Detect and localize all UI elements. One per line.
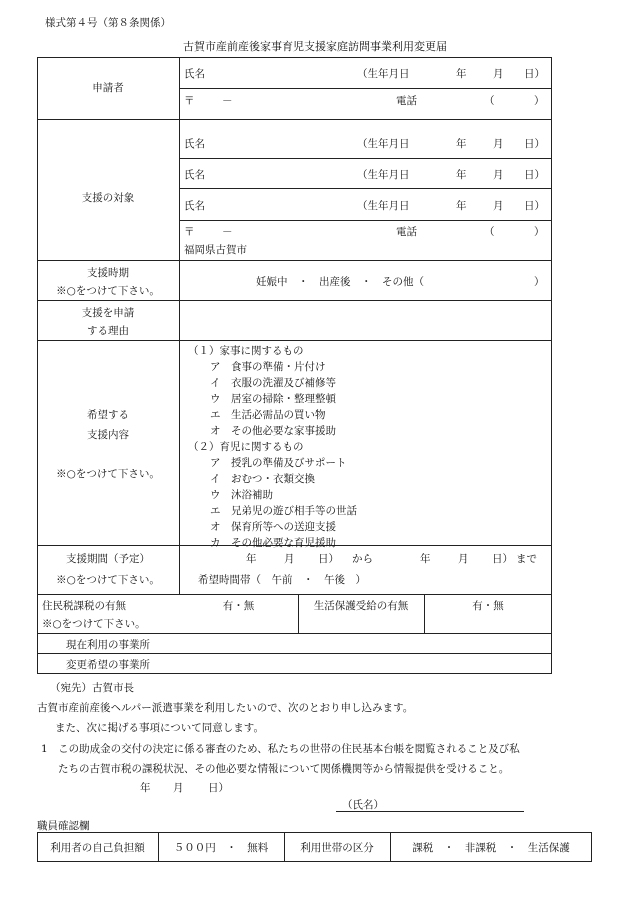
period-note: ※○をつけて下さい。 — [56, 574, 160, 586]
birth-month-label: 月 — [493, 138, 504, 150]
staff-heading: 職員確認欄 — [37, 820, 90, 832]
list-item: エ 生活必需品の買い物 — [210, 409, 326, 421]
row-divider — [37, 594, 552, 595]
birthdate-open: （生年月日 — [357, 138, 410, 150]
list-item: オ その他必要な家事援助 — [210, 425, 336, 437]
welfare-label: 生活保護受給の有無 — [313, 600, 409, 612]
tax-label: 住民税課税の有無 — [42, 600, 126, 612]
list-item: ウ 沐浴補助 — [210, 489, 273, 501]
signature-label: （氏名） — [342, 799, 384, 811]
list-item: カ その他必要な育児援助 — [210, 537, 336, 549]
period-from: から — [352, 553, 373, 565]
postal-mark: 〒 — [184, 226, 195, 238]
tax-value: 有・無 — [222, 600, 255, 612]
list-item: イ 衣服の洗濯及び補修等 — [210, 377, 336, 389]
period-to-month: 月 — [458, 553, 469, 565]
period-to-day: 日） — [492, 553, 513, 565]
content-items — [188, 343, 357, 551]
subject-name-label: 氏名 — [184, 169, 205, 181]
phone-paren-open: （ — [484, 95, 495, 107]
timing-note: ※○をつけて下さい。 — [56, 285, 160, 297]
timing-label: 支援時期 — [87, 267, 129, 279]
timing-paren-close: ） — [534, 276, 545, 288]
body-text-2: また、次に掲げる事項について同意します。 — [55, 722, 264, 734]
birthdate-open: （生年月日 — [357, 68, 410, 80]
list-item: オ 保育所等への送迎支援 — [210, 521, 336, 533]
period-from-month: 月 — [284, 553, 295, 565]
burden-label: 利用者の自己負担額 — [50, 842, 145, 854]
current-office-label: 現在利用の事業所 — [66, 639, 150, 651]
body-text-3: 1 この助成金の交付の決定に係る審査のため、私たちの世帯の住民基本台帳を閲覧されること及び私 — [41, 743, 520, 755]
addressee: （宛先）古賀市長 — [50, 682, 134, 694]
row-divider — [37, 300, 552, 301]
list-item: ア 食事の準備・片付け — [210, 361, 326, 373]
postal-mark: 〒 — [184, 95, 195, 107]
row-divider — [37, 119, 552, 120]
row-divider — [37, 633, 552, 634]
subject-label: 支援の対象 — [81, 192, 135, 204]
row-divider — [37, 340, 552, 341]
household-value: 課税 ・ 非課税 ・ 生活保護 — [412, 842, 570, 854]
subject-name-label: 氏名 — [184, 138, 205, 150]
timing-options: 妊娠中 ・ 出産後 ・ その他（ — [256, 276, 424, 288]
content-note: ※○をつけて下さい。 — [56, 468, 160, 480]
subject-city: 福岡県古賀市 — [184, 244, 247, 256]
birth-month-label: 月 — [493, 68, 504, 80]
reason-label-1: 支援を申請 — [81, 307, 135, 319]
body-text-4: たちの古賀市税の課税状況、その他必要な情報について関係機関等から情報提供を受けること。 — [58, 763, 510, 775]
welfare-value: 有・無 — [472, 600, 504, 612]
reason-label-2: する理由 — [87, 325, 129, 337]
birth-day-label: 日） — [524, 138, 545, 150]
row-divider — [37, 260, 552, 261]
form-title: 古賀市産前産後家事育児支援家庭訪問事業利用変更届 — [183, 40, 447, 53]
list-item: ウ 居室の掃除・整理整頓 — [210, 393, 336, 405]
period-until: まで — [516, 553, 537, 565]
content-heading: （１）家事に関するもの — [188, 345, 304, 357]
birth-month-label: 月 — [493, 169, 504, 181]
date-month: 月 — [173, 782, 184, 794]
row-divider — [179, 220, 552, 221]
row-divider — [179, 88, 552, 89]
body-text-1: 古賀市産前産後ヘルパー派遣事業を利用したいので、次のとおり申し込みます。 — [37, 702, 414, 714]
list-item: イ おむつ・衣類交換 — [210, 473, 315, 485]
phone-paren-close: ） — [534, 226, 545, 238]
birthdate-open: （生年月日 — [357, 200, 410, 212]
burden-value: ５００円 ・ 無料 — [173, 842, 269, 854]
birth-day-label: 日） — [524, 169, 545, 181]
label-column-divider — [179, 57, 180, 594]
period-from-year: 年 — [246, 553, 257, 565]
form-number: 様式第４号（第８条関係） — [45, 17, 171, 29]
time-slot: 希望時間帯（ 午前 ・ 午後 ） — [198, 574, 366, 586]
signature-line — [336, 811, 524, 812]
row-divider — [37, 653, 552, 654]
postal-dash: － — [222, 95, 233, 107]
row-divider — [179, 188, 552, 189]
birth-year-label: 年 — [456, 68, 467, 80]
subject-name-label: 氏名 — [184, 200, 205, 212]
new-office-label: 変更希望の事業所 — [66, 659, 150, 671]
household-label: 利用世帯の区分 — [300, 842, 374, 854]
birth-year-label: 年 — [456, 138, 467, 150]
phone-label: 電話 — [396, 95, 417, 107]
date-year: 年 — [140, 782, 151, 794]
birth-year-label: 年 — [456, 169, 467, 181]
tax-note: ※○をつけて下さい。 — [42, 618, 146, 630]
list-item: ア 授乳の準備及びサポート — [210, 457, 347, 469]
phone-paren-open: （ — [484, 226, 495, 238]
period-label: 支援期間（予定） — [66, 553, 150, 565]
period-to-year: 年 — [420, 553, 431, 565]
period-from-day: 日） — [318, 553, 339, 565]
content-label-2: 支援内容 — [87, 429, 129, 441]
birth-day-label: 日） — [524, 200, 545, 212]
content-heading: （２）育児に関するもの — [188, 441, 304, 453]
content-label-1: 希望する — [87, 409, 129, 421]
list-item: エ 兄弟児の遊び相手等の世話 — [210, 505, 357, 517]
postal-dash: － — [222, 226, 233, 238]
date-day: 日） — [208, 782, 229, 794]
birth-day-label: 日） — [524, 68, 545, 80]
applicant-name-label: 氏名 — [184, 68, 205, 80]
applicant-label: 申請者 — [92, 82, 124, 94]
birthdate-open: （生年月日 — [357, 169, 410, 181]
birth-month-label: 月 — [493, 200, 504, 212]
birth-year-label: 年 — [456, 200, 467, 212]
phone-label: 電話 — [396, 226, 417, 238]
row-divider — [179, 158, 552, 159]
phone-paren-close: ） — [534, 95, 545, 107]
